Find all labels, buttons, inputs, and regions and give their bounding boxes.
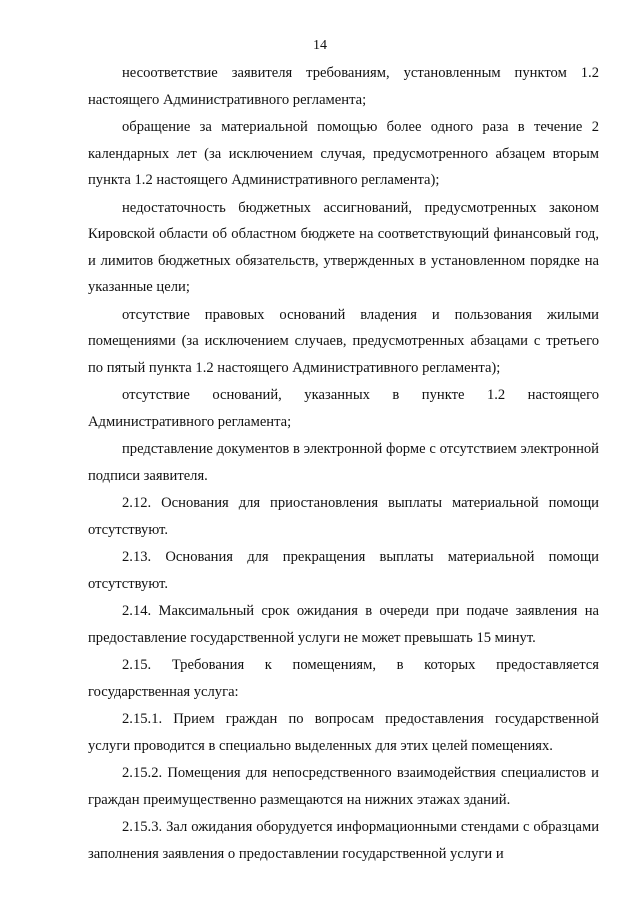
- paragraph-2-14: 2.14. Максимальный срок ожидания в очереди при подаче заявления на предоставление государственной услуги не может превышать 15 минут.: [88, 603, 599, 646]
- paragraph-2-15-3: 2.15.3. Зал ожидания оборудуется информационными стендами с образцами заполнения заявления о предоставлении государственной услуги и: [88, 819, 599, 862]
- paragraph-2-15-2: 2.15.2. Помещения для непосредственного взаимодействия специалистов и граждан преимущественно размещаются на нижних этажах зданий.: [88, 765, 599, 808]
- paragraph-2-12: 2.12. Основания для приостановления выплаты материальной помощи отсутствуют.: [88, 495, 599, 538]
- paragraph-reason-missing-grounds: отсутствие оснований, указанных в пункте 1.2 настоящего Административного регламента;: [88, 387, 599, 430]
- paragraph-reason-no-legal-grounds: отсутствие правовых оснований владения и пользования жилыми помещениями (за исключением случаев, предусмотренных абзацами с третьего по пятый пункта 1.2 настоящего Административного регламента);: [88, 306, 599, 376]
- paragraph-reason-noncompliance: несоответствие заявителя требованиям, установленным пунктом 1.2 настоящего Административного регламента;: [88, 65, 599, 108]
- document-body: [88, 60, 599, 867]
- paragraph-reason-repeat-request: обращение за материальной помощью более одного раза в течение 2 календарных лет (за исключением случая, предусмотренного абзацем вторым пункта 1.2 настоящего Административного регламента);: [88, 118, 599, 189]
- paragraph-reason-insufficient-budget: недостаточность бюджетных ассигнований, предусмотренных законом Кировской области об областном бюджете на соответствующий финансовый год, и лимитов бюджетных обязательств, утвержденных в установленном порядке на указанные цели;: [88, 199, 599, 296]
- page-number: 14: [313, 38, 327, 53]
- paragraph-2-13: 2.13. Основания для прекращения выплаты материальной помощи отсутствуют.: [88, 549, 599, 592]
- paragraph-reason-no-signature: представление документов в электронной форме с отсутствием электронной подписи заявителя.: [88, 441, 599, 484]
- paragraph-2-15: 2.15. Требования к помещениям, в которых предоставляется государственная услуга:: [88, 657, 599, 700]
- paragraph-2-15-1: 2.15.1. Прием граждан по вопросам предоставления государственной услуги проводится в специально выделенных для этих целей помещениях.: [88, 711, 599, 754]
